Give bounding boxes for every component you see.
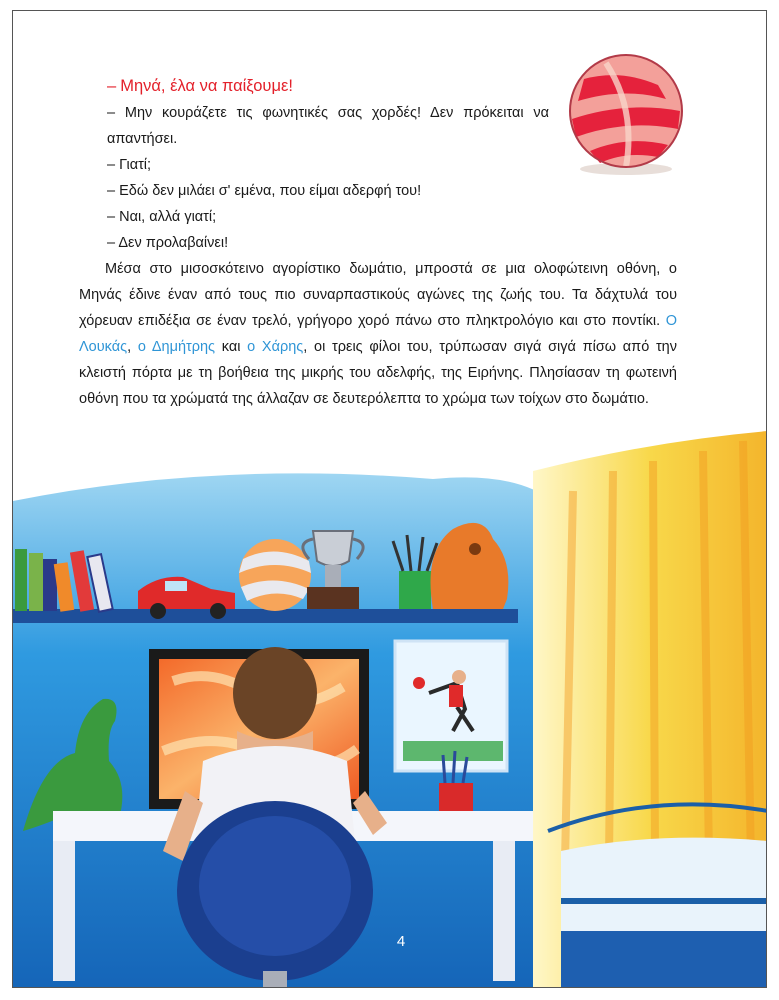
dash: – bbox=[107, 105, 116, 121]
book-page bbox=[12, 10, 767, 988]
dialogue-text: Γιατί; bbox=[119, 157, 152, 173]
dialogue-text: Δεν προλαβαίνει! bbox=[118, 235, 229, 251]
dialogue-line-2 bbox=[79, 100, 549, 152]
narration-text: , οι τρεις φίλοι του, τρύπωσαν σιγά σιγά πίσω από την κλειστή πόρτα με τη βοήθεια της μικρής του αδελφής, της Ειρήνης. Πλησίασαν τη φωτεινή οθόνη που τα χρώματά της άλλαζαν σε δευτερόλεπτα το χρώμα των τοίχων στο δωμάτιο. bbox=[79, 339, 678, 407]
dialogue-line-6 bbox=[79, 230, 677, 256]
wall-shelf bbox=[13, 609, 518, 623]
dialogue-line-1 bbox=[79, 73, 677, 100]
dash: – bbox=[107, 209, 116, 225]
shelf-ball bbox=[239, 539, 311, 611]
narration-text: Μέσα στο μισοσκότεινο αγορίστικο δωμάτιο, μπροστά σε μια ολοφώτεινη οθόνη, ο Μηνάς έδινε έναν από τους πιο συναρπαστικούς αγώνες της ζωής του. Τα δάχτυλά του χόρευαν επιδέξια σε έναν τρελό, γρήγορο χορό πάνω στο πληκτρολόγιο και στο ποντίκι. bbox=[79, 261, 677, 329]
dialogue-line-3 bbox=[79, 152, 677, 178]
dialogue-text: Εδώ δεν μιλάει σ' εμένα, που είμαι αδερφή του! bbox=[119, 183, 422, 199]
dialogue-text: Ναι, αλλά γιατί; bbox=[119, 209, 217, 225]
separator-text: , bbox=[127, 339, 138, 355]
dash: – bbox=[107, 183, 116, 199]
story-text bbox=[79, 73, 677, 412]
trophy bbox=[313, 531, 353, 566]
bedroom-illustration bbox=[13, 431, 767, 988]
dash: – bbox=[107, 77, 117, 95]
dash: – bbox=[107, 157, 116, 173]
dialogue-line-5 bbox=[79, 204, 677, 230]
separator-text: και bbox=[215, 339, 248, 355]
character-name-charis: ο Χάρης bbox=[247, 339, 304, 355]
dialogue-text: Μηνά, έλα να παίξουμε! bbox=[120, 77, 293, 95]
narration-paragraph bbox=[79, 256, 677, 412]
dialogue-line-4 bbox=[79, 178, 677, 204]
boy-head bbox=[233, 647, 317, 739]
dash: – bbox=[107, 235, 116, 251]
character-name-dimitris: ο Δημήτρης bbox=[137, 339, 216, 355]
dialogue-text: Μην κουράζετε τις φωνητικές σας χορδές! Δεν πρόκειται να απαντήσει. bbox=[107, 105, 549, 147]
character-name-loukas: Ο Λουκάς bbox=[79, 313, 677, 355]
page-number: 4 bbox=[396, 933, 406, 950]
pencil-cup bbox=[439, 783, 473, 813]
pen-cup bbox=[399, 571, 431, 609]
